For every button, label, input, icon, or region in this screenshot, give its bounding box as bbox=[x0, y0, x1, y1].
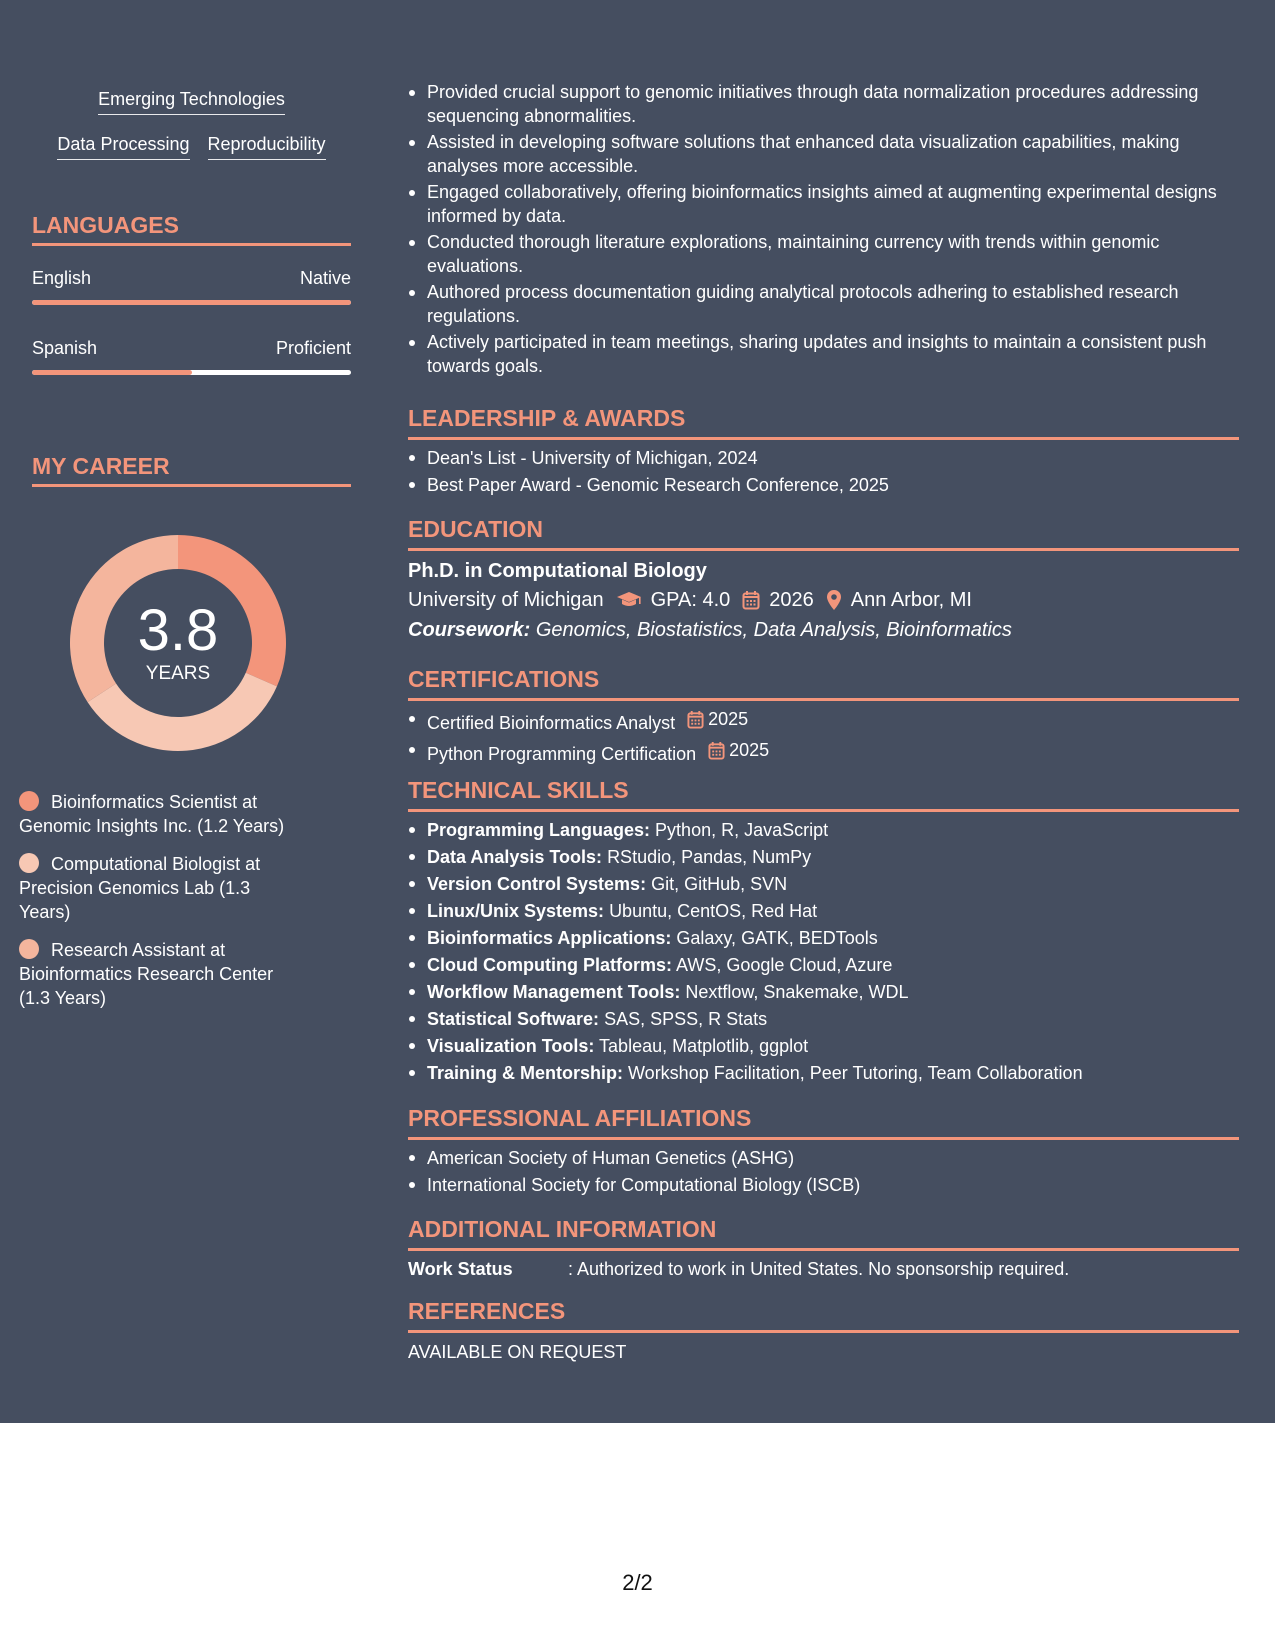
language-proficiency-fill bbox=[32, 370, 192, 375]
certification-item bbox=[408, 737, 1239, 768]
page-number: 2/2 bbox=[622, 1570, 653, 1595]
language-level: Native bbox=[299, 268, 351, 288]
career-heading: MY CAREER bbox=[32, 452, 351, 487]
education-school: University of Michigan bbox=[408, 589, 604, 611]
certification-year: 2025 bbox=[708, 709, 749, 729]
skill-item bbox=[408, 1006, 1239, 1033]
affiliation-item: International Society for Computational Biology (ISCB) bbox=[408, 1172, 1239, 1199]
work-status-row bbox=[408, 1256, 1069, 1282]
skill-value: AWS, Google Cloud, Azure bbox=[676, 955, 893, 975]
tag: Emerging Technologies bbox=[98, 86, 285, 115]
skill-item bbox=[408, 817, 1239, 844]
language-name: Spanish bbox=[32, 338, 98, 358]
location-pin-icon bbox=[826, 589, 842, 611]
certifications-list bbox=[408, 706, 1239, 768]
leadership-list bbox=[408, 445, 1239, 499]
skill-label: Programming Languages: bbox=[427, 820, 651, 840]
skill-value: Workshop Facilitation, Peer Tutoring, Team Collaboration bbox=[628, 1063, 1083, 1083]
career-item-text: Research Assistant at Bioinformatics Research Center (1.3 Years) bbox=[19, 940, 274, 1008]
education-location: Ann Arbor, MI bbox=[850, 589, 972, 611]
skill-label: Bioinformatics Applications: bbox=[427, 928, 672, 948]
references-text: AVAILABLE ON REQUEST bbox=[408, 1342, 627, 1362]
certifications-heading: CERTIFICATIONS bbox=[408, 665, 1239, 701]
certification-item bbox=[408, 706, 1239, 737]
leadership-item: Dean's List - University of Michigan, 2024 bbox=[408, 445, 1239, 472]
career-item bbox=[19, 790, 294, 838]
leadership-item: Best Paper Award - Genomic Research Conference, 2025 bbox=[408, 472, 1239, 499]
experience-bullet: Assisted in developing software solutions that enhanced data visualization capabilities, making analyses more accessible. bbox=[408, 130, 1239, 178]
skill-value: Tableau, Matplotlib, ggplot bbox=[599, 1036, 809, 1056]
tags-row-1 bbox=[32, 86, 351, 115]
education-heading: EDUCATION bbox=[408, 515, 1239, 551]
skills-list bbox=[408, 817, 1239, 1087]
skill-value: Ubuntu, CentOS, Red Hat bbox=[609, 901, 818, 921]
leadership-heading: LEADERSHIP & AWARDS bbox=[408, 404, 1239, 440]
language-item bbox=[32, 336, 351, 375]
experience-bullet: Actively participated in team meetings, sharing updates and insights to maintain a consistent push towards goals. bbox=[408, 330, 1239, 378]
skill-label: Visualization Tools: bbox=[427, 1036, 595, 1056]
education-gpa: GPA: 4.0 bbox=[650, 589, 731, 611]
tag: Reproducibility bbox=[208, 131, 326, 160]
calendar-icon bbox=[708, 741, 725, 760]
skill-value: Nextflow, Snakemake, WDL bbox=[685, 982, 909, 1002]
skill-label: Workflow Management Tools: bbox=[427, 982, 681, 1002]
skills-heading: TECHNICAL SKILLS bbox=[408, 776, 1239, 812]
affiliations-list bbox=[408, 1145, 1239, 1199]
language-proficiency-bar bbox=[32, 370, 351, 375]
experience-bullet: Authored process documentation guiding analytical protocols adhering to established research regulations. bbox=[408, 280, 1239, 328]
coursework-text: Genomics, Biostatistics, Data Analysis, Bioinformatics bbox=[535, 619, 1012, 641]
language-name: English bbox=[32, 268, 92, 288]
career-item-text: Bioinformatics Scientist at Genomic Insights Inc. (1.2 Years) bbox=[19, 792, 285, 836]
career-total-years: 3.8 bbox=[137, 598, 219, 663]
skill-label: Data Analysis Tools: bbox=[427, 847, 603, 867]
skill-label: Cloud Computing Platforms: bbox=[427, 955, 672, 975]
education-degree: Ph.D. in Computational Biology bbox=[408, 560, 707, 582]
skill-label: Version Control Systems: bbox=[427, 874, 647, 894]
experience-bullet: Engaged collaboratively, offering bioinformatics insights aimed at augmenting experimental designs informed by data. bbox=[408, 180, 1239, 228]
tag: Data Processing bbox=[57, 131, 189, 160]
skill-item bbox=[408, 898, 1239, 925]
language-proficiency-bar bbox=[32, 300, 351, 305]
career-color-dot bbox=[19, 791, 39, 811]
career-item bbox=[19, 852, 294, 924]
affiliation-item: American Society of Human Genetics (ASHG) bbox=[408, 1145, 1239, 1172]
certification-name: Certified Bioinformatics Analyst bbox=[427, 713, 676, 733]
calendar-icon bbox=[687, 710, 704, 729]
skill-item bbox=[408, 1033, 1239, 1060]
experience-bullets bbox=[408, 80, 1239, 380]
languages-heading: LANGUAGES bbox=[32, 211, 351, 246]
skill-label: Statistical Software: bbox=[427, 1009, 600, 1029]
language-level: Proficient bbox=[275, 338, 351, 358]
skill-item bbox=[408, 952, 1239, 979]
experience-bullet: Provided crucial support to genomic initiatives through data normalization procedures addressing sequencing abnormalities. bbox=[408, 80, 1239, 128]
calendar-icon bbox=[742, 590, 760, 610]
career-donut-chart bbox=[66, 531, 290, 755]
career-color-dot bbox=[19, 853, 39, 873]
skill-item bbox=[408, 979, 1239, 1006]
certification-name: Python Programming Certification bbox=[427, 744, 697, 764]
additional-info-heading: ADDITIONAL INFORMATION bbox=[408, 1215, 1239, 1251]
education-entry bbox=[408, 557, 1239, 645]
skill-value: RStudio, Pandas, NumPy bbox=[607, 847, 812, 867]
skill-item bbox=[408, 871, 1239, 898]
career-item-text: Computational Biologist at Precision Genomics Lab (1.3 Years) bbox=[19, 854, 261, 922]
skill-item bbox=[408, 1060, 1239, 1087]
experience-bullet: Conducted thorough literature explorations, maintaining currency with trends within genomic evaluations. bbox=[408, 230, 1239, 278]
skill-value: Git, GitHub, SVN bbox=[651, 874, 788, 894]
coursework-label: Coursework: bbox=[408, 619, 531, 641]
graduation-cap-icon bbox=[616, 591, 642, 609]
skill-label: Linux/Unix Systems: bbox=[427, 901, 605, 921]
career-total-unit: YEARS bbox=[145, 663, 211, 684]
certification-year: 2025 bbox=[729, 740, 770, 760]
skill-label: Training & Mentorship: bbox=[427, 1063, 623, 1083]
references-heading: REFERENCES bbox=[408, 1297, 1239, 1333]
career-item bbox=[19, 938, 294, 1010]
skill-item bbox=[408, 925, 1239, 952]
language-proficiency-fill bbox=[32, 300, 351, 305]
career-color-dot bbox=[19, 939, 39, 959]
affiliations-heading: PROFESSIONAL AFFILIATIONS bbox=[408, 1104, 1239, 1140]
education-year: 2026 bbox=[769, 589, 814, 611]
work-status-label: Work Status bbox=[408, 1259, 513, 1279]
tags-row-2 bbox=[32, 131, 351, 160]
work-status-value: : Authorized to work in United States. No sponsorship required. bbox=[568, 1259, 1070, 1279]
skill-value: SAS, SPSS, R Stats bbox=[604, 1009, 768, 1029]
skill-value: Galaxy, GATK, BEDTools bbox=[676, 928, 878, 948]
language-item bbox=[32, 266, 351, 305]
career-list bbox=[19, 790, 294, 1024]
skill-item bbox=[408, 844, 1239, 871]
skill-value: Python, R, JavaScript bbox=[655, 820, 829, 840]
